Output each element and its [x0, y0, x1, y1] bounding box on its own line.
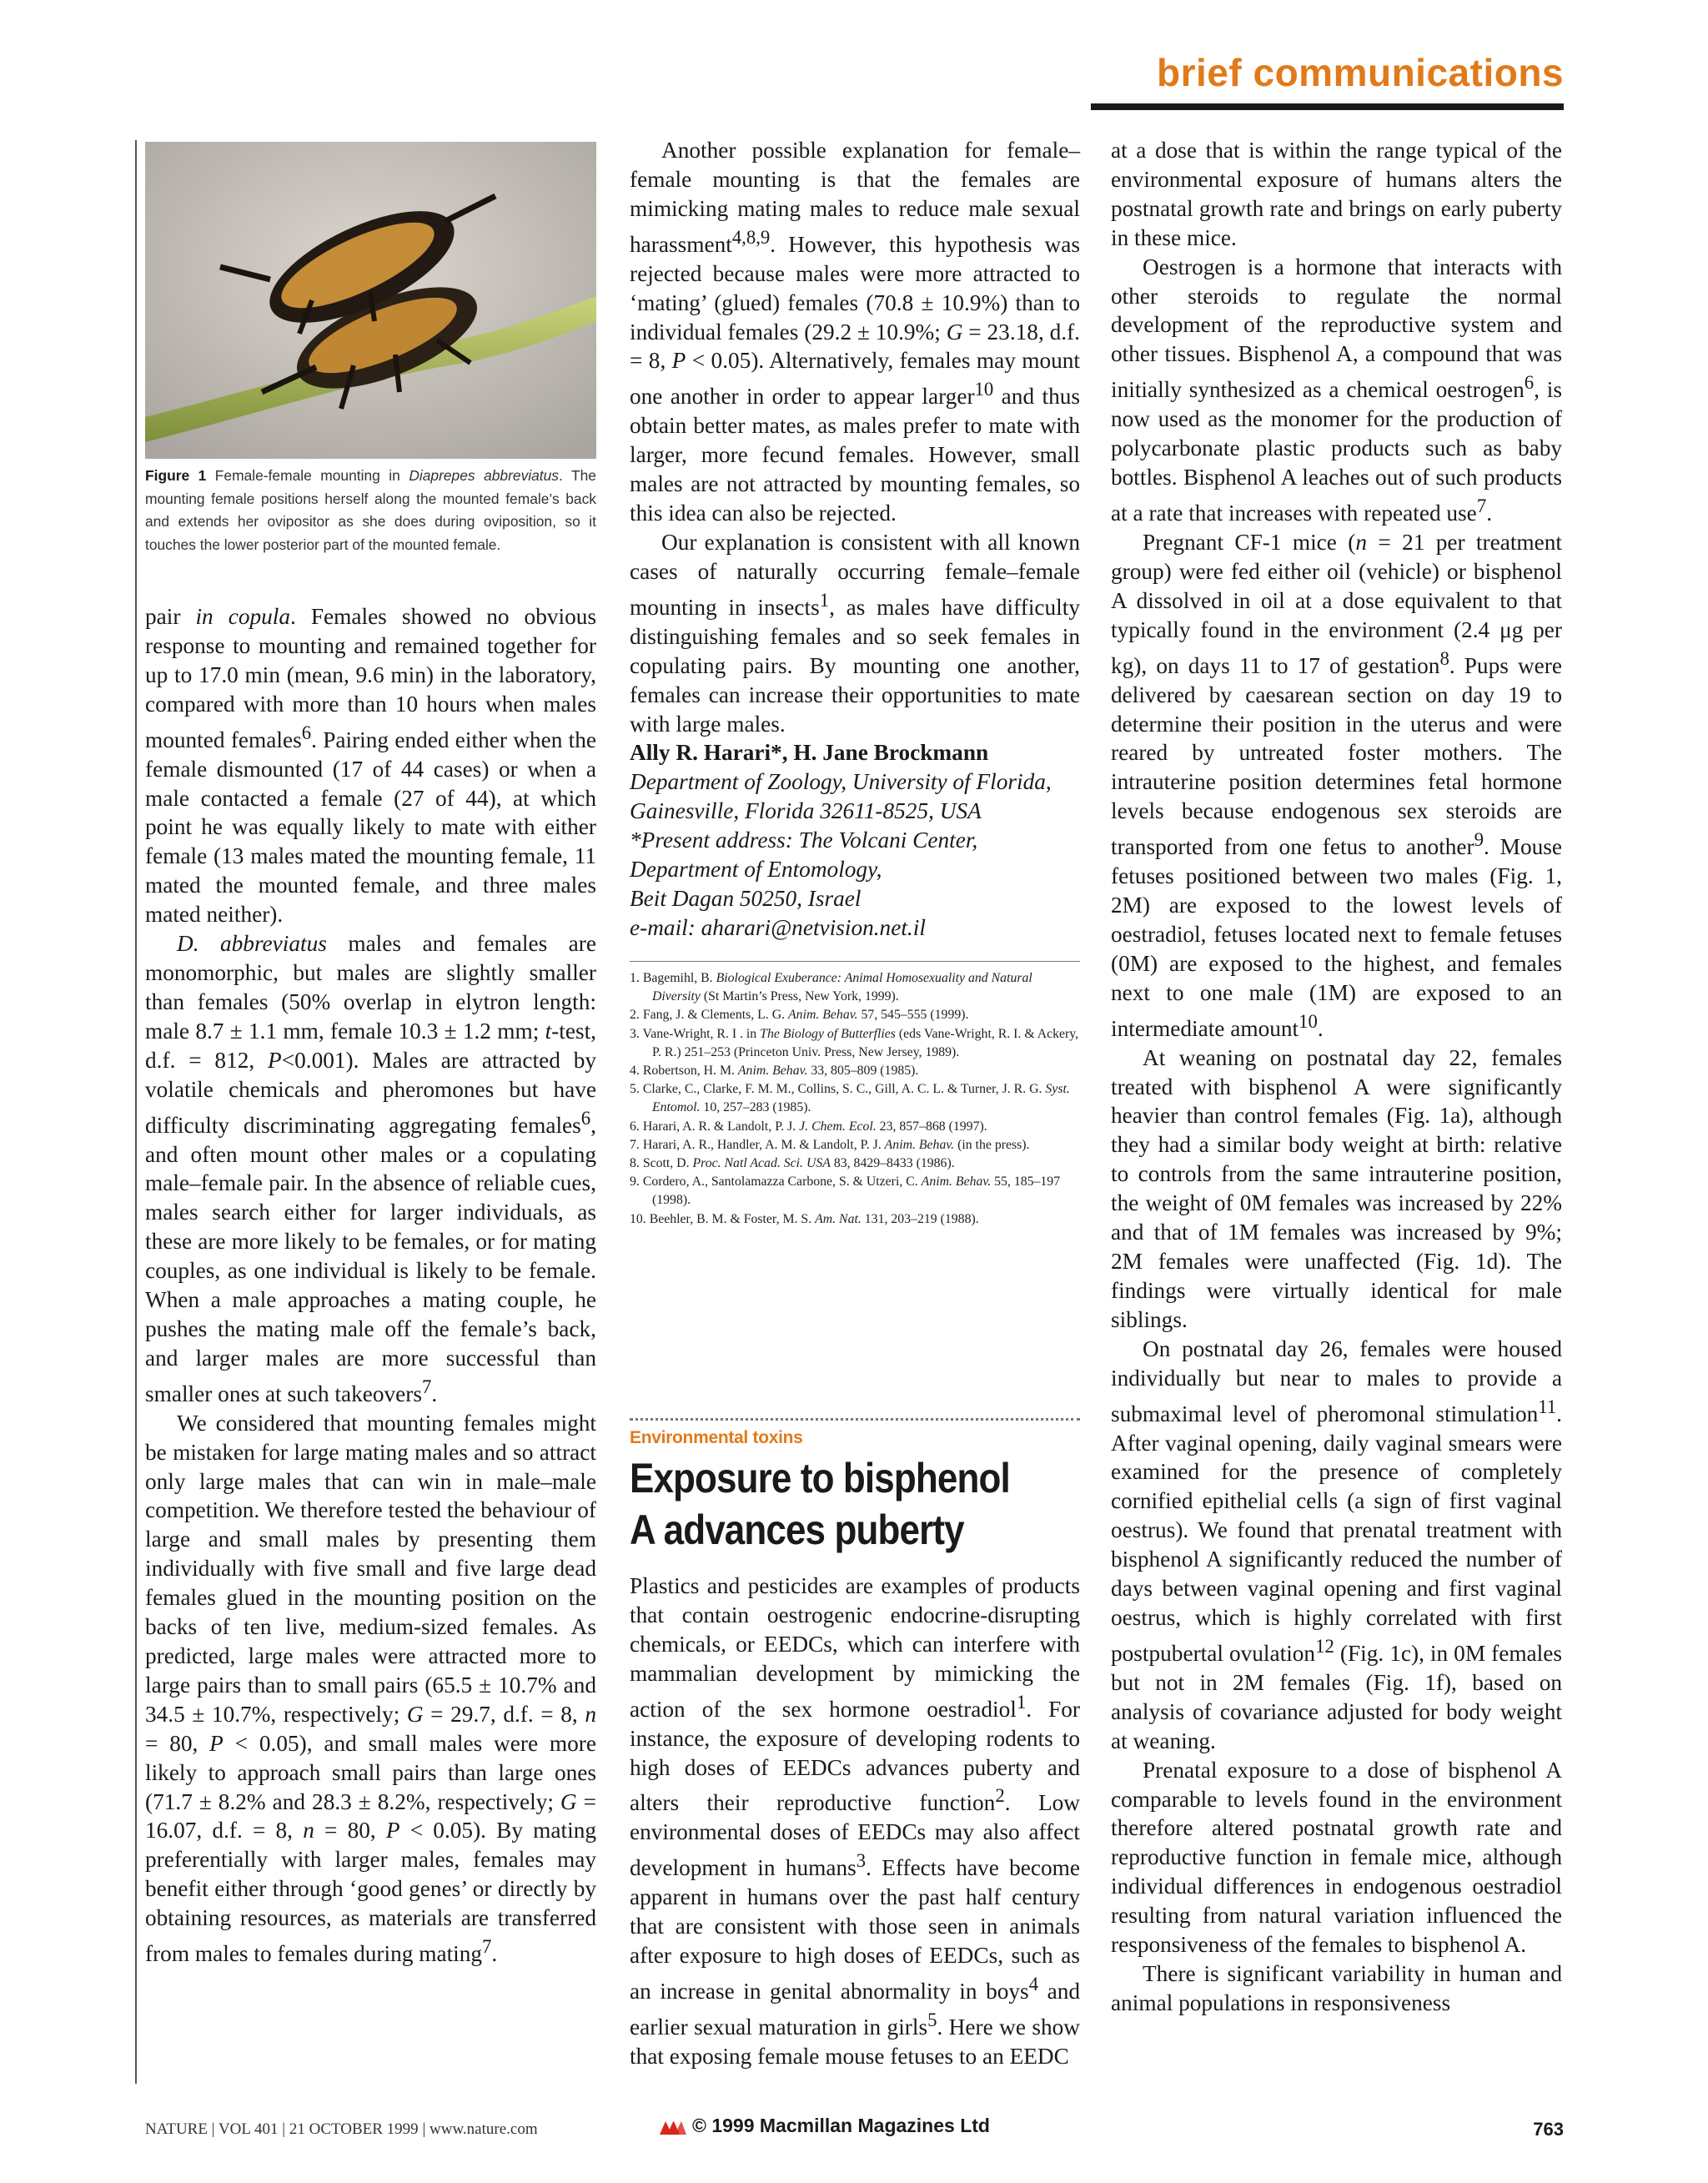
- paragraph: at a dose that is within the range typical of the environmental exposure of humans alters the postnatal growth rate and brings on early puberty in these mice.: [1111, 138, 1562, 250]
- paragraph: Pregnant CF-1 mice (n = 21 per treatment group) were fed either oil (vehicle) or bisphenol A dissolved in oil at a dose equivalent to that typically found in the environment (2.4 μg per kg), on days 11 to 17 of gestation$^8$. Pups were delivered by caesarean section on day 19 to determine their position in the uterus and were reared by untreated foster mothers. The intrauterine position determines fetal hormone levels because endogenous sex steroids are transported from one fetus to another$^9$. Mouse fetuses positioned between two males (Fig. 1, 2M) are exposed to the lowest levels of oestradiol, fetuses located next to female fetuses (0M) are exposed to the highest, and females next to one male (1M) are exposed to an intermediate amount$^{10}$.: [1111, 529, 1562, 1041]
- margin-rule: [135, 140, 137, 2084]
- journal-name: NATURE: [145, 2120, 208, 2138]
- page-number: 763: [1533, 2119, 1564, 2140]
- paragraph: There is significant variability in human and animal populations in responsiveness: [1111, 1960, 1562, 2015]
- reference-item: 7. Harari, A. R., Handler, A. M. & Landolt, P. J. Anim. Behav. (in the press).: [630, 1137, 1030, 1152]
- paragraph: We considered that mounting females might be mistaken for large mating males and so attract only large males that can win in male–male competition. We therefore tested the behaviour of large and small males by presenting them individually with five small and five large dead females glued in the mounting position on the backs of ten live, medium-sized females. As predicted, large males were attracted more to large pairs than to small pairs (65.5 ± 10.7% and 34.5 ± 10.7%, respectively; G = 29.7, d.f. = 8, n = 80, P < 0.05), and small males were more likely to approach small pairs than large ones (71.7 ± 8.2% and 28.3 ± 8.2%, respectively; G = 16.07, d.f. = 8, n = 80, P < 0.05). By mating preferentially with larger males, females may benefit either through ‘good genes’ or directly by obtaining resources, as materials are transferred from males to females during mating$^7$.: [145, 1410, 596, 1967]
- issue-date: 21 OCTOBER 1999: [289, 2120, 419, 2138]
- paragraph: pair in copula. Females showed no obvious response to mounting and remained together for up to 17.0 min (mean, 9.6 min) in the laboratory, compared with more than 10 hours when males mounted females$^6$. Pairing ended either when the female dismounted (17 of 44 cases) or when a male contacted a female (27 of 44), at which point he was equally likely to mate with either female (13 males mated the mounting female, 11 mated the mounted female, and three males mated neither).: [145, 604, 596, 928]
- paragraph: On postnatal day 26, females were housed individually but near to males to provide a submaximal level of pheromonal stimulation$^{11}$. After vaginal opening, daily vaginal smears were examined for the presence of completely cornified epithelial cells (a sign of first vaginal oestrus). We found that prenatal treatment with bisphenol A significantly reduced the number of days between vaginal opening and first vaginal oestrus, which is highly correlated with first postpubertal ovulation$^{12}$ (Fig. 1c), in 0M females but not in 2M females (Fig. 1f), based on analysis of covariance adjusted for body weight at weaning.: [1111, 1335, 1562, 1753]
- affiliation: Gainesville, Florida 32611-8525, USA: [630, 798, 982, 824]
- reference-item: 3. Vane-Wright, R. I . in The Biology of Butterflies (eds Vane-Wright, R. I. & Ackery, P. R.) 251–253 (Princeton Univ. Press, New Jersey, 1989).: [630, 1026, 1079, 1059]
- macmillan-logo-icon: [659, 2118, 687, 2136]
- figure-1-caption: Figure 1 Female-female mounting in Diaprepes abbreviatus. The mounting female positions herself along the mounted female’s back and extends her ovipositor as she does during oviposition, so it touches the lower posterior part of the mounted female.: [145, 467, 596, 553]
- reference-item: 9. Cordero, A., Santolamazza Carbone, S. & Utzeri, C. Anim. Behav. 55, 185–197 (1998).: [630, 1174, 1061, 1208]
- affiliation: Department of Entomology,: [630, 857, 882, 883]
- reference-item: 8. Scott, D. Proc. Natl Acad. Sci. USA 83, 8429–8433 (1986).: [630, 1156, 955, 1171]
- paragraph: Prenatal exposure to a dose of bisphenol A comparable to levels found in the environment therefore altered postnatal growth rate and reproductive function in female mice, although individual differences in endogenous oestradiol resulting from natural variation influenced the responsiveness of the females to bisphenol A.: [1111, 1757, 1562, 1958]
- article-2-body: [630, 1572, 1080, 2071]
- footer-citation: NATURE | VOL 401 | 21 OCTOBER 1999 | www.nature.com: [145, 2120, 538, 2138]
- section-divider: [630, 1418, 1080, 1421]
- column-2: [630, 136, 1080, 943]
- affiliation: *Present address: The Volcani Center,: [630, 827, 978, 853]
- email-address[interactable]: e-mail: aharari@netvision.net.il: [630, 914, 926, 940]
- reference-item: 4. Robertson, H. M. Anim. Behav. 33, 805–809 (1985).: [630, 1064, 919, 1079]
- paragraph: At weaning on postnatal day 22, females treated with bisphenol A were significantly heavier than control females (Fig. 1a), although they had a similar body weight at birth: relative to controls from the same intrauterine position, the weight of 0M females was increased by 22% and that of 1M females was increased by 9%; 2M females were unaffected (Fig. 1d). The findings were virtually identical for male siblings.: [1111, 1044, 1562, 1332]
- volume: VOL 401: [218, 2120, 279, 2138]
- article-title: Exposure to bisphenol A advances puberty: [630, 1455, 1010, 1553]
- reference-item: 6. Harari, A. R. & Landolt, P. J. J. Chem. Ecol. 23, 857–868 (1997).: [630, 1119, 987, 1134]
- reference-list: [630, 969, 1080, 1229]
- journal-url[interactable]: www.nature.com: [430, 2120, 538, 2138]
- reference-item: 1. Bagemihl, B. Biological Exuberance: Animal Homosexuality and Natural Diversity (St Martin’s Press, New York, 1999).: [630, 971, 1032, 1004]
- column-3: [1111, 136, 1562, 2018]
- column-1: [145, 602, 596, 1969]
- affiliation: Beit Dagan 50250, Israel: [630, 885, 862, 911]
- paragraph: Our explanation is consistent with all known cases of naturally occurring female–female mounting in insects$^1$, as males have difficulty distinguishing females and so seek females in copulating pairs. By mounting one another, females can increase their opportunities to mate with large males.: [630, 529, 1080, 737]
- section-header-title: brief communications: [1157, 51, 1564, 94]
- author-list: Ally R. Harari*, H. Jane Brockmann: [630, 740, 989, 766]
- affiliation: Department of Zoology, University of Florida,: [630, 769, 1052, 795]
- reference-item: 2. Fang, J. & Clements, L. G. Anim. Behav. 57, 545–555 (1999).: [630, 1008, 969, 1023]
- caption-label: Figure 1: [145, 467, 207, 484]
- section-label: Environmental toxins: [630, 1428, 803, 1447]
- paragraph: Another possible explanation for female–female mounting is that the females are mimicking mating males to reduce male sexual harassment$^{4,8,9}$. However, this hypothesis was rejected because males were more attracted to ‘mating’ (glued) females (70.8 ± 10.9%) than to individual females (29.2 ± 10.9%; G = 23.18, d.f. = 8, P < 0.05). Alternatively, females may mount one another in order to appear larger$^{10}$ and thus obtain better mates, as males prefer to mate with larger, more fecund females. However, small males are not attracted by mounting females, so this idea can also be rejected.: [630, 138, 1081, 526]
- caption-species: Diaprepes abbreviatus: [409, 467, 559, 484]
- figure-1-photo: [145, 142, 596, 459]
- header-rule: [1091, 103, 1564, 110]
- paragraph: Oestrogen is a hormone that interacts with other steroids to regulate the normal development of the reproductive system and other tissues. Bisphenol A, a compound that was initially synthesized as a chemical oestrogen$^6$, is now used as the monomer for the production of polycarbonate plastic products such as baby bottles. Bisphenol A leaches out of such products at a rate that increases with repeated use$^7$.: [1111, 254, 1562, 526]
- references-rule: [630, 961, 1080, 962]
- reference-item: 5. Clarke, C., Clarke, F. M. M., Collins, S. C., Gill, A. C. L. & Turner, J. R. G. Syst. Entomol. 10, 257–283 (1985).: [630, 1082, 1070, 1115]
- reference-item: 10. Beehler, B. M. & Foster, M. S. Am. Nat. 131, 203–219 (1988).: [630, 1211, 979, 1226]
- paragraph: D. abbreviatus males and females are monomorphic, but males are slightly smaller than females (50% overlap in elytron length: male 8.7 ± 1.1 mm, female 10.3 ± 1.2 mm; t-test, d.f. = 812, P<0.001). Males are attracted by volatile chemicals and pheromones but have difficulty discriminating aggregating females$^6$, and often mount other males or a copulating male–female pair. In the absence of reliable cues, males search either for larger individuals, as these are more likely to be females, or for mating couples, as one individual is likely to be female. When a male approaches a mating couple, he pushes the mating male off the female’s back, and larger males are more successful than smaller ones at such takeovers$^7$.: [145, 931, 596, 1406]
- copyright: © 1999 Macmillan Magazines Ltd: [659, 2115, 990, 2137]
- paragraph: Plastics and pesticides are examples of products that contain oestrogenic endocrine-disrupting chemicals, or EEDCs, which can interfere with mammalian development by mimicking the action of the sex hormone oestradiol$^1$. For instance, the exposure of developing rodents to high doses of EEDCs advances puberty and alters their reproductive function$^2$. Low environmental doses of EEDCs may also affect development in humans$^3$. Effects have become apparent in humans over the past half century that are consistent with those seen in animals after exposure to high doses of EEDCs, such as an increase in genital abnormality in boys$^4$ and earlier sexual maturation in girls$^5$. Here we show that exposing female mouse fetuses to an EEDC: [630, 1573, 1080, 2070]
